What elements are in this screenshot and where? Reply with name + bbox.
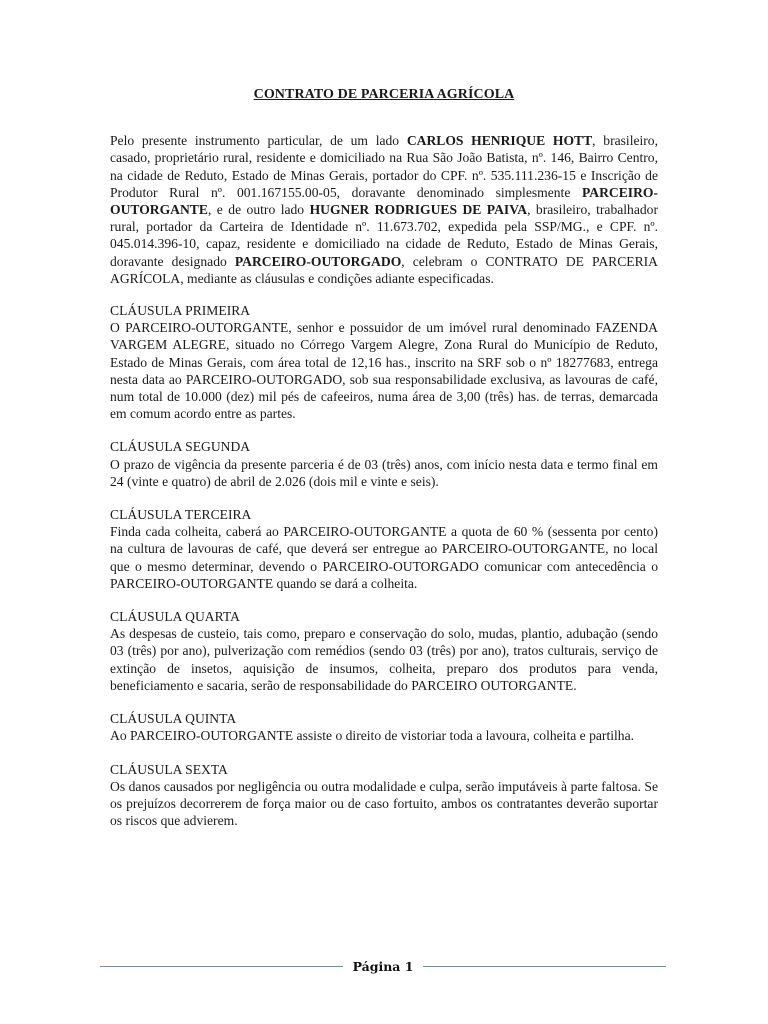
intro-text-1: Pelo presente instrumento particular, de um lado (110, 133, 407, 149)
page-number: Página 1 (352, 958, 414, 974)
intro-paragraph (110, 132, 658, 287)
clause-terceira (110, 506, 658, 592)
clause-heading: CLÁUSULA TERCEIRA (110, 507, 252, 523)
clause-sexta (110, 761, 658, 830)
clause-primeira (110, 302, 658, 422)
clause-text: Os danos causados por negligência ou outra modalidade e culpa, serão imputáveis à parte faltosa. Se os prejuízos decorrerem de força maior ou de caso fortuito, ambos os contratantes deverão suportar os riscos que advierem. (110, 778, 658, 829)
clause-segunda (110, 438, 658, 490)
clause-heading: CLÁUSULA PRIMEIRA (110, 303, 251, 319)
footer-divider-left (100, 966, 343, 967)
clause-heading: CLÁUSULA SEGUNDA (110, 439, 251, 455)
clause-quarta (110, 608, 658, 694)
intro-text-3: , e de outro lado (207, 202, 310, 218)
clause-quinta (110, 710, 658, 744)
clause-heading: CLÁUSULA QUINTA (110, 711, 237, 727)
intro-text-2: , brasileiro, casado, proprietário rural, residente e domiciliado na Rua São João Batista, nº. 146, Bairro Centro, na cidade de Reduto, Estado de Minas Gerais, portador do CPF. nº. 535.111.236-15 e Inscrição de Produtor Rural nº. 001.167155.00-05, doravante denominado simplesmente (110, 133, 658, 200)
clause-text: As despesas de custeio, tais como, preparo e conservação do solo, mudas, plantio, adubação (sendo 03 (três) por ano), pulverização com remédios (sendo 03 (três) por ano), tratos culturais, serviço de extinção de insetos, aquisição de insumos, colheita, preparo dos produtos para venda, beneficiamento e sacaria, serão de responsabilidade do PARCEIRO OUTORGANTE. (110, 626, 658, 693)
party-2-role: PARCEIRO-OUTORGADO (234, 253, 402, 269)
clause-text: Finda cada colheita, caberá ao PARCEIRO-OUTORGANTE a quota de 60 % (sessenta por cento) na cultura de lavouras de café, que deverá ser entregue ao PARCEIRO-OUTORGANTE, no local que o mesmo determinar, devendo o PARCEIRO-OUTORGADO comunicar com antecedência o PARCEIRO-OUTORGANTE quando se dará a colheita. (110, 524, 658, 591)
clause-text: O PARCEIRO-OUTORGANTE, senhor e possuidor de um imóvel rural denominado FAZENDA VARGEM ALEGRE, situado no Córrego Vargem Alegre, Zona Rural do Município de Reduto, Estado de Minas Gerais, com área total de 12,16 has., inscrito na SRF sob o nº 18277683, entrega nesta data ao PARCEIRO-OUTORGADO, sob sua responsabilidade exclusiva, as lavouras de café, num total de 10.000 (dez) mil pés de cafeeiros, numa área de 3,00 (três) has. de terras, demarcada em comum acordo entre as partes. (110, 320, 658, 422)
page-footer (100, 956, 666, 976)
party-1-name: CARLOS HENRIQUE HOTT (406, 133, 593, 149)
clause-heading: CLÁUSULA SEXTA (110, 761, 228, 777)
party-1-role: PARCEIRO-OUTORGANTE (110, 184, 658, 218)
clause-heading: CLÁUSULA QUARTA (110, 609, 240, 625)
document-page (110, 86, 658, 845)
party-2-name: HUGNER RODRIGUES DE PAIVA (309, 202, 528, 218)
clause-text: Ao PARCEIRO-OUTORGANTE assiste o direito de vistoriar toda a lavoura, colheita e partilha. (110, 728, 635, 744)
footer-divider-right (423, 966, 666, 967)
intro-text-5: , celebram o CONTRATO DE PARCERIA AGRÍCOLA, mediante as cláusulas e condições adiante especificadas. (110, 253, 658, 286)
intro-text-4: , brasileiro, trabalhador rural, portador da Carteira de Identidade nº. 11.673.702, expedida pela SSP/MG., e CPF. nº. 045.014.396-10, capaz, residente e domiciliado na cidade de Reduto, Estado de Minas Gerais, doravante designado (110, 202, 659, 269)
clause-text: O prazo de vigência da presente parceria é de 03 (três) anos, com início nesta data e termo final em 24 (vinte e quatro) de abril de 2.026 (dois mil e vinte e seis). (110, 456, 658, 489)
document-title: CONTRATO DE PARCERIA AGRÍCOLA (253, 87, 515, 102)
